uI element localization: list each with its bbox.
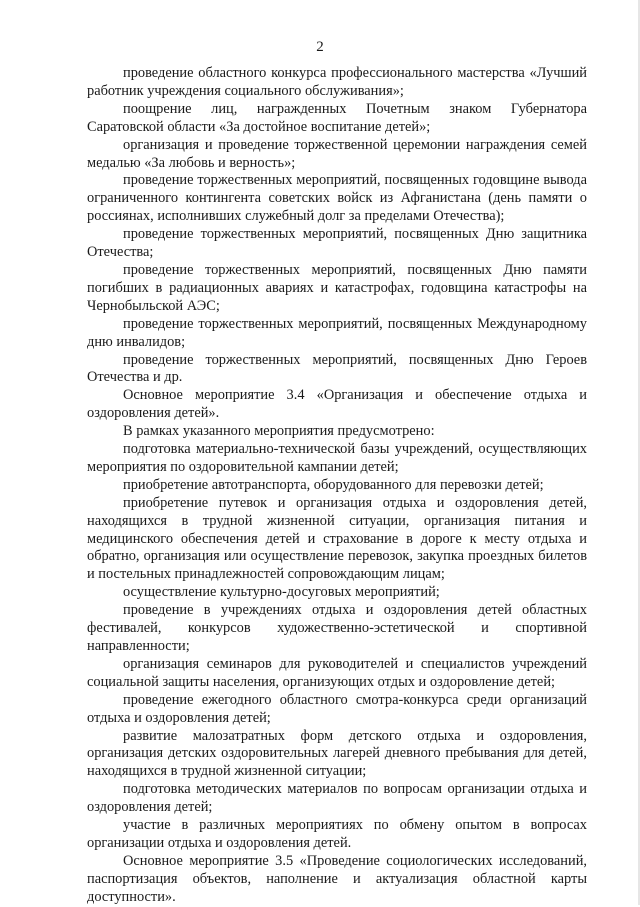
paragraph: проведение торжественных мероприятий, посвященных годовщине вывода ограниченного контингента советских войск из Афганистана (день памяти о россиянах, исполнивших служебный долг за пределами Отечества);: [87, 172, 587, 225]
paragraph: проведение торжественных мероприятий, посвященных Дню памяти погибших в радиационных авариях и катастрофах, годовщина катастрофы на Чернобыльской АЭС;: [87, 261, 587, 314]
paragraph: подготовка материально-технической базы учреждений, осуществляющих мероприятия по оздоровительной кампании детей;: [87, 441, 587, 475]
paragraph: проведение торжественных мероприятий, посвященных Дню защитника Отечества;: [87, 226, 587, 261]
paragraph: проведение в учреждениях отдыха и оздоровления детей областных фестивалей, конкурсов художественно-эстетической и спортивной направленности;: [87, 602, 587, 654]
paragraph: проведение торжественных мероприятий, посвященных Международному дню инвалидов;: [87, 315, 587, 350]
paragraph: приобретение путевок и организация отдыха и оздоровления детей, находящихся в трудной жизненной ситуации, организация питания и медицинского обеспечения детей и страхование в дороге к месту отдыха и обратно, организация или осуществление перевозок, закупка проездных билетов и постельных принадлежностей сопровождающим лицам;: [87, 494, 587, 583]
paragraph: В рамках указанного мероприятия предусмотрено:: [123, 423, 435, 440]
paragraph: организация и проведение торжественной церемонии награждения семей медалью «За любовь и верность»;: [87, 136, 587, 171]
paragraph: приобретение автотранспорта, оборудованного для перевозки детей;: [123, 476, 544, 493]
paragraph: поощрение лиц, награжденных Почетным знаком Губернатора Саратовской области «За достойное воспитание детей»;: [87, 100, 587, 135]
section-heading-paragraph: Основное мероприятие 3.4 «Организация и обеспечение отдыха и оздоровления детей».: [87, 387, 587, 422]
document-body: [87, 65, 587, 907]
paragraph: проведение областного конкурса профессионального мастерства «Лучший работник учреждения социального обслуживания»;: [87, 65, 587, 99]
paragraph: организация семинаров для руководителей и специалистов учреждений социальной защиты населения, организующих отдых и оздоровление детей;: [87, 655, 587, 690]
paragraph: осуществление культурно-досуговых мероприятий;: [123, 584, 440, 601]
paragraph: развитие малозатратных форм детского отдыха и оздоровления, организация детских оздоровительных лагерей дневного пребывания для детей, находящихся в трудной жизненной ситуации;: [87, 727, 587, 780]
paragraph: подготовка методических материалов по вопросам организации отдыха и оздоровления детей;: [87, 781, 587, 816]
paragraph: участие в различных мероприятиях по обмену опытом в вопросах организации отдыха и оздоровления детей.: [87, 817, 587, 851]
paragraph: проведение торжественных мероприятий, посвященных Дню Героев Отечества и др.: [87, 351, 587, 386]
page-number: 2: [316, 39, 324, 55]
paragraph: проведение ежегодного областного смотра-конкурса среди организаций отдыха и оздоровления детей;: [87, 691, 587, 726]
section-heading-paragraph: Основное мероприятие 3.5 «Проведение социологических исследований, паспортизация объектов, наполнение и актуализация областной карты доступности».: [87, 852, 587, 905]
